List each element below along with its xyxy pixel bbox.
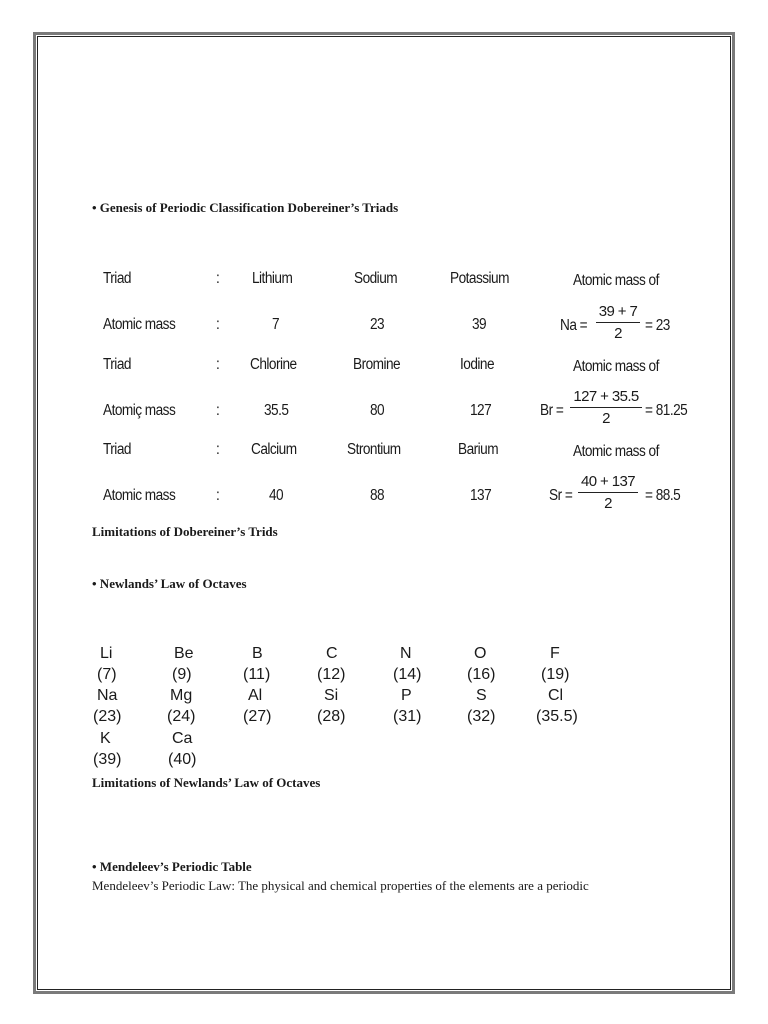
calc-symbol: Sr = (549, 487, 573, 504)
octave-symbol: Ca (172, 730, 193, 747)
octave-symbol: Li (100, 645, 113, 662)
triad-mass: 7 (272, 316, 280, 333)
octave-mass: (39) (93, 751, 122, 768)
octave-symbol: N (400, 645, 412, 662)
octave-mass: (12) (317, 666, 346, 683)
calc-title: Atomic mass of (573, 358, 659, 375)
triad-label: Triad (103, 356, 131, 373)
octave-symbol: Cl (548, 687, 564, 704)
octave-symbol: K (100, 730, 111, 747)
octave-symbol: Al (248, 687, 263, 704)
fraction-denominator: 2 (602, 410, 610, 427)
mendeleev-law-text: Mendeleev’s Periodic Law: The physical and chemical properties of the elements are a periodic (92, 878, 589, 893)
triad-element: Calcium (251, 441, 297, 458)
triad-element: Strontium (347, 441, 401, 458)
fraction-numerator: 39 + 7 (598, 303, 638, 320)
triad-mass: 88 (370, 487, 385, 504)
triad-mass: 137 (470, 487, 492, 504)
triad-element: Bromine (353, 356, 401, 373)
colon: : (216, 441, 220, 458)
octave-mass: (31) (393, 708, 422, 725)
octave-symbol: Na (97, 687, 118, 704)
fraction-numerator: 127 + 35.5 (573, 388, 639, 405)
triad-label: Triad (103, 441, 131, 458)
calc-result: = 88.5 (645, 487, 681, 504)
octave-symbol: O (474, 645, 487, 662)
newlands-limitations-heading: Limitations of Newlands’ Law of Octaves (92, 775, 321, 790)
triad-mass: 127 (470, 402, 492, 419)
octave-mass: (24) (167, 708, 196, 725)
fraction-bar (578, 492, 638, 493)
octave-symbol: Be (174, 645, 194, 662)
colon: : (216, 270, 220, 287)
fraction (596, 303, 640, 342)
fraction-denominator: 2 (614, 325, 622, 342)
octave-mass: (16) (467, 666, 496, 683)
fraction (570, 388, 642, 427)
triad-mass: 80 (370, 402, 385, 419)
triad-mass: 23 (370, 316, 385, 333)
dobereiner-heading: • Genesis of Periodic Classification Dobereiner’s Triads (92, 200, 399, 215)
triad-mass: 35.5 (264, 402, 289, 419)
fraction-numerator: 40 + 137 (580, 473, 635, 490)
mass-label: Atomic mass (103, 316, 176, 333)
fraction-denominator: 2 (604, 495, 612, 512)
triad-mass: 40 (269, 487, 284, 504)
triad-mass: 39 (472, 316, 487, 333)
octave-symbol: C (326, 645, 338, 662)
octave-symbol: Si (324, 687, 339, 704)
fraction-bar (570, 407, 642, 408)
triad-element: Barium (458, 441, 499, 458)
calc-title: Atomic mass of (573, 443, 659, 460)
colon: : (216, 487, 220, 504)
fraction-bar (596, 322, 640, 323)
octave-mass: (19) (541, 666, 570, 683)
octave-mass: (7) (97, 666, 117, 683)
calc-symbol: Br = (540, 402, 564, 419)
mendeleev-heading: • Mendeleev’s Periodic Table (92, 859, 252, 874)
triad-element: Lithium (252, 270, 293, 287)
triad-label: Triad (103, 270, 131, 287)
octave-mass: (14) (393, 666, 422, 683)
octave-mass: (23) (93, 708, 122, 725)
colon: : (216, 356, 220, 373)
triad-element: Potassium (450, 270, 509, 287)
calc-result: = 81.25 (645, 402, 688, 419)
page-border-inner (37, 36, 731, 990)
octave-symbol: Mg (170, 687, 193, 704)
triad-element: Iodine (460, 356, 495, 373)
fraction (578, 473, 638, 512)
colon: : (216, 316, 220, 333)
octave-mass: (35.5) (536, 708, 578, 725)
octave-mass: (40) (168, 751, 197, 768)
triad-element: Chlorine (250, 356, 297, 373)
octave-mass: (32) (467, 708, 496, 725)
colon: : (216, 402, 220, 419)
octave-symbol: S (476, 687, 487, 704)
octave-mass: (27) (243, 708, 272, 725)
calc-result: = 23 (645, 317, 670, 334)
calc-symbol: Na = (560, 317, 588, 334)
mass-label: Atomic mass (103, 487, 176, 504)
octave-symbol: F (550, 645, 560, 662)
octave-mass: (11) (243, 666, 271, 683)
triad-element: Sodium (354, 270, 398, 287)
octave-mass: (9) (172, 666, 192, 683)
newlands-heading: • Newlands’ Law of Octaves (92, 576, 247, 591)
calc-title: Atomic mass of (573, 272, 659, 289)
octave-symbol: B (252, 645, 263, 662)
mass-label: Atomiç mass (103, 402, 176, 419)
octave-mass: (28) (317, 708, 346, 725)
octave-symbol: P (401, 687, 412, 704)
dobereiner-limitations-heading: Limitations of Dobereiner’s Trids (92, 524, 278, 539)
